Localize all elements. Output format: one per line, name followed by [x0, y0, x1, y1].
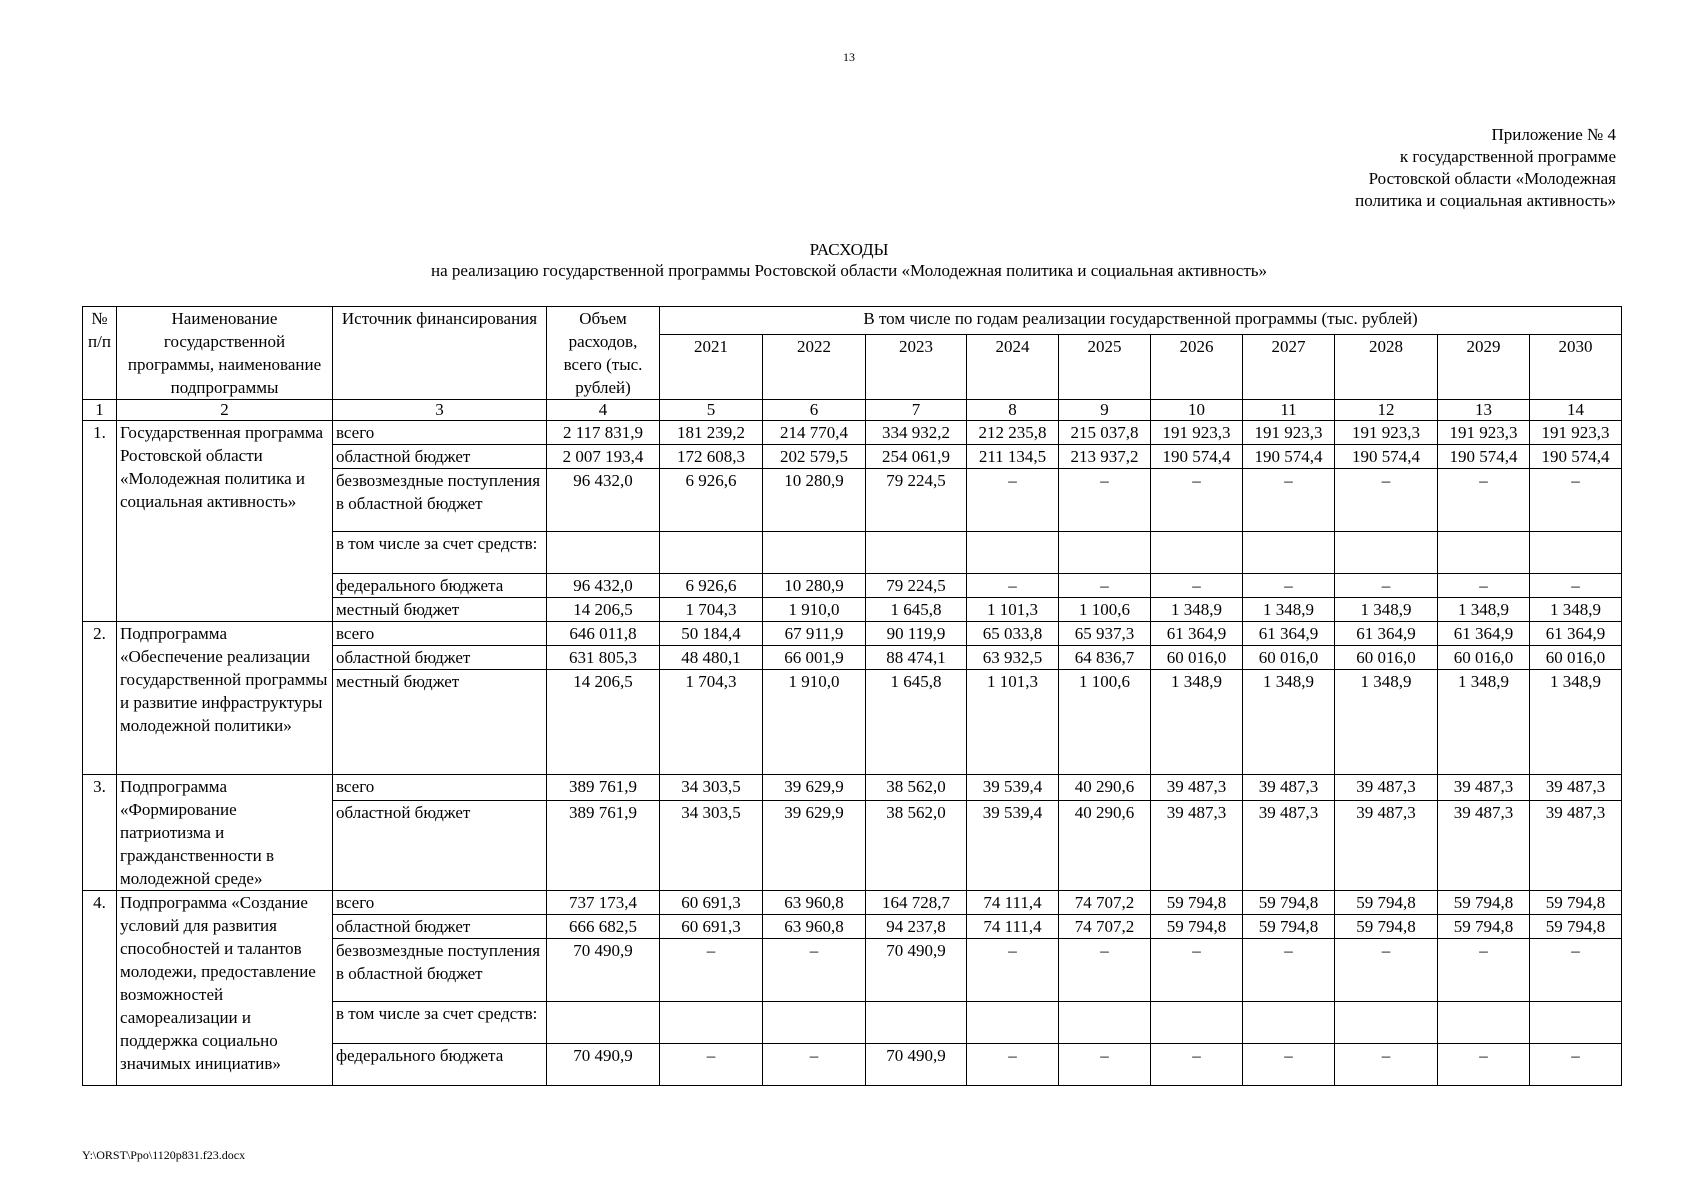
year-value: – [1335, 574, 1438, 598]
year-value: 40 290,6 [1059, 800, 1151, 890]
year-value: 191 923,3 [1530, 421, 1622, 445]
year-value: 60 691,3 [660, 891, 763, 915]
funding-source: федерального бюджета [333, 1044, 547, 1086]
header-year: 2021 [660, 335, 763, 400]
year-value: 39 487,3 [1530, 775, 1622, 801]
year-value: 1 101,3 [967, 598, 1059, 622]
year-value: – [763, 939, 866, 1002]
year-value: 59 794,8 [1530, 915, 1622, 939]
year-value: 70 490,9 [866, 1044, 967, 1086]
header-year: 2022 [763, 335, 866, 400]
row-number: 2. [83, 622, 117, 775]
total-value: 70 490,9 [547, 1044, 660, 1086]
table-row [83, 891, 1622, 915]
column-number: 9 [1059, 400, 1151, 421]
header-source: Источник финансирования [333, 307, 547, 400]
funding-source: безвозмездные поступления в областной бюджет [333, 469, 547, 532]
year-value: – [967, 469, 1059, 532]
year-value: 1 348,9 [1438, 598, 1530, 622]
column-number: 3 [333, 400, 547, 421]
year-value [1438, 532, 1530, 574]
year-value [763, 1002, 866, 1044]
year-value: 60 016,0 [1438, 646, 1530, 670]
header-year: 2025 [1059, 335, 1151, 400]
funding-source: федерального бюджета [333, 574, 547, 598]
year-value: 59 794,8 [1151, 915, 1243, 939]
year-value: – [1530, 939, 1622, 1002]
table-row [83, 622, 1622, 646]
year-value: – [660, 939, 763, 1002]
year-value: – [1059, 469, 1151, 532]
year-value: 79 224,5 [866, 469, 967, 532]
year-value: 38 562,0 [866, 775, 967, 801]
year-value: 59 794,8 [1335, 891, 1438, 915]
year-value: 213 937,2 [1059, 445, 1151, 469]
year-value: 212 235,8 [967, 421, 1059, 445]
year-value: 94 237,8 [866, 915, 967, 939]
total-value: 2 007 193,4 [547, 445, 660, 469]
year-value: – [1151, 939, 1243, 1002]
total-value [547, 532, 660, 574]
year-value: 191 923,3 [1151, 421, 1243, 445]
year-value: 39 539,4 [967, 775, 1059, 801]
column-number: 12 [1335, 400, 1438, 421]
year-value: 172 608,3 [660, 445, 763, 469]
total-value: 14 206,5 [547, 670, 660, 775]
year-value: 1 704,3 [660, 598, 763, 622]
year-value [967, 1002, 1059, 1044]
year-value: 39 487,3 [1438, 800, 1530, 890]
year-value: – [1151, 1044, 1243, 1086]
year-value: 39 487,3 [1335, 775, 1438, 801]
year-value [1243, 532, 1335, 574]
year-value: 61 364,9 [1530, 622, 1622, 646]
year-value: – [1243, 574, 1335, 598]
total-value: 2 117 831,9 [547, 421, 660, 445]
document-subtitle: на реализацию государственной программы Ростовской области «Молодежная политика и социальная активность» [430, 261, 1268, 280]
year-value: 39 629,9 [763, 775, 866, 801]
year-value [660, 532, 763, 574]
year-value: 66 001,9 [763, 646, 866, 670]
year-value: 39 629,9 [763, 800, 866, 890]
column-number: 6 [763, 400, 866, 421]
year-value: 60 016,0 [1530, 646, 1622, 670]
year-value: 39 487,3 [1530, 800, 1622, 890]
year-value: – [660, 1044, 763, 1086]
expenses-table [82, 306, 1622, 1086]
annex-line: политика и социальная активность» [1355, 191, 1616, 210]
year-value: 1 348,9 [1151, 670, 1243, 775]
total-value: 389 761,9 [547, 775, 660, 801]
year-value: 65 937,3 [1059, 622, 1151, 646]
year-value [866, 1002, 967, 1044]
year-value: 59 794,8 [1438, 891, 1530, 915]
year-value: – [1151, 469, 1243, 532]
year-value: 63 960,8 [763, 915, 866, 939]
year-value: 39 487,3 [1243, 800, 1335, 890]
funding-source: областной бюджет [333, 800, 547, 890]
header-year: 2029 [1438, 335, 1530, 400]
header-year: 2023 [866, 335, 967, 400]
year-value: 34 303,5 [660, 775, 763, 801]
year-value: 1 100,6 [1059, 598, 1151, 622]
year-value: 60 691,3 [660, 915, 763, 939]
year-value: 60 016,0 [1243, 646, 1335, 670]
year-value: 59 794,8 [1151, 891, 1243, 915]
document-title: РАСХОДЫ [809, 240, 889, 259]
total-value: 96 432,0 [547, 469, 660, 532]
page-number: 13 [843, 50, 855, 64]
year-value: 190 574,4 [1530, 445, 1622, 469]
year-value: 1 645,8 [866, 598, 967, 622]
row-number: 4. [83, 891, 117, 1086]
funding-source: областной бюджет [333, 445, 547, 469]
year-value: – [1243, 939, 1335, 1002]
year-value: 1 348,9 [1335, 670, 1438, 775]
year-value: 39 487,3 [1438, 775, 1530, 801]
year-value: 48 480,1 [660, 646, 763, 670]
year-value: 74 707,2 [1059, 891, 1151, 915]
year-value: – [1335, 1044, 1438, 1086]
year-value: – [1438, 469, 1530, 532]
year-value: 334 932,2 [866, 421, 967, 445]
year-value [1151, 532, 1243, 574]
total-value: 96 432,0 [547, 574, 660, 598]
funding-source: в том числе за счет средств: [333, 1002, 547, 1044]
year-value: 88 474,1 [866, 646, 967, 670]
table-row [83, 775, 1622, 801]
year-value: 39 487,3 [1243, 775, 1335, 801]
year-value: 61 364,9 [1438, 622, 1530, 646]
annex-line: Приложение № 4 [1491, 125, 1616, 144]
document-title-block [0, 239, 1698, 281]
year-value: 59 794,8 [1335, 915, 1438, 939]
header-year: 2026 [1151, 335, 1243, 400]
total-value: 389 761,9 [547, 800, 660, 890]
year-value: – [1243, 1044, 1335, 1086]
year-value: – [1243, 469, 1335, 532]
year-value: – [967, 574, 1059, 598]
year-value: 164 728,7 [866, 891, 967, 915]
funding-source: всего [333, 891, 547, 915]
year-value: 1 348,9 [1335, 598, 1438, 622]
year-value [1530, 532, 1622, 574]
year-value: 190 574,4 [1151, 445, 1243, 469]
year-value: 191 923,3 [1335, 421, 1438, 445]
year-value: – [1059, 939, 1151, 1002]
year-value: 59 794,8 [1438, 915, 1530, 939]
year-value: 6 926,6 [660, 574, 763, 598]
year-value: 6 926,6 [660, 469, 763, 532]
funding-source: областной бюджет [333, 915, 547, 939]
year-value: 211 134,5 [967, 445, 1059, 469]
year-value: – [763, 1044, 866, 1086]
year-value: 34 303,5 [660, 800, 763, 890]
row-number: 1. [83, 421, 117, 622]
year-value: 61 364,9 [1335, 622, 1438, 646]
header-total: Объем расходов, всего (тыс. рублей) [547, 307, 660, 400]
year-value: – [1530, 574, 1622, 598]
year-value: 254 061,9 [866, 445, 967, 469]
year-value [1059, 532, 1151, 574]
year-value [866, 532, 967, 574]
year-value: 1 348,9 [1438, 670, 1530, 775]
column-number: 8 [967, 400, 1059, 421]
total-value: 631 805,3 [547, 646, 660, 670]
funding-source: всего [333, 421, 547, 445]
year-value: – [1335, 469, 1438, 532]
header-num: № п/п [83, 307, 117, 400]
year-value: 67 911,9 [763, 622, 866, 646]
column-number: 11 [1243, 400, 1335, 421]
year-value: – [1438, 939, 1530, 1002]
year-value: 74 707,2 [1059, 915, 1151, 939]
header-row [83, 307, 1622, 335]
column-number: 4 [547, 400, 660, 421]
year-value: 10 280,9 [763, 574, 866, 598]
year-value: 214 770,4 [763, 421, 866, 445]
year-value: 1 645,8 [866, 670, 967, 775]
header-years-group: В том числе по годам реализации государственной программы (тыс. рублей) [660, 307, 1622, 335]
funding-source: местный бюджет [333, 670, 547, 775]
year-value: 61 364,9 [1243, 622, 1335, 646]
year-value: 60 016,0 [1335, 646, 1438, 670]
year-value: 1 100,6 [1059, 670, 1151, 775]
table-body [83, 307, 1622, 1086]
year-value: – [1530, 1044, 1622, 1086]
year-value: 191 923,3 [1438, 421, 1530, 445]
year-value: 39 487,3 [1151, 800, 1243, 890]
year-value: 40 290,6 [1059, 775, 1151, 801]
header-year: 2024 [967, 335, 1059, 400]
year-value: 1 704,3 [660, 670, 763, 775]
year-value [1243, 1002, 1335, 1044]
year-value: 202 579,5 [763, 445, 866, 469]
year-value [1151, 1002, 1243, 1044]
year-value: 50 184,4 [660, 622, 763, 646]
year-value: 79 224,5 [866, 574, 967, 598]
column-number-row [83, 400, 1622, 421]
total-value: 646 011,8 [547, 622, 660, 646]
header-year: 2030 [1530, 335, 1622, 400]
year-value: 1 910,0 [763, 670, 866, 775]
annex-line: Ростовской области «Молодежная [1368, 169, 1616, 188]
annex-block [1196, 124, 1616, 212]
year-value: – [967, 1044, 1059, 1086]
funding-source: местный бюджет [333, 598, 547, 622]
year-value: 63 960,8 [763, 891, 866, 915]
column-number: 14 [1530, 400, 1622, 421]
year-value: – [1438, 574, 1530, 598]
funding-source: всего [333, 622, 547, 646]
header-name: Наименование государственной программы, наименование подпрограммы [117, 307, 333, 400]
total-value: 737 173,4 [547, 891, 660, 915]
year-value: 1 348,9 [1243, 670, 1335, 775]
year-value: 1 910,0 [763, 598, 866, 622]
year-value [1335, 532, 1438, 574]
funding-source: безвозмездные поступления в областной бюджет [333, 939, 547, 1002]
year-value: 39 487,3 [1151, 775, 1243, 801]
year-value: – [1530, 469, 1622, 532]
year-value: – [1438, 1044, 1530, 1086]
year-value [967, 532, 1059, 574]
table-row [83, 421, 1622, 445]
year-value: 10 280,9 [763, 469, 866, 532]
total-value: 14 206,5 [547, 598, 660, 622]
funding-source: областной бюджет [333, 646, 547, 670]
year-value: 60 016,0 [1151, 646, 1243, 670]
year-value: 215 037,8 [1059, 421, 1151, 445]
row-number: 3. [83, 775, 117, 891]
year-value: 190 574,4 [1438, 445, 1530, 469]
program-name: Государственная программа Ростовской области «Молодежная политика и социальная активность» [117, 421, 333, 622]
column-number: 2 [117, 400, 333, 421]
year-value: 181 239,2 [660, 421, 763, 445]
annex-line: к государственной программе [1399, 147, 1616, 166]
year-value: – [967, 939, 1059, 1002]
total-value [547, 1002, 660, 1044]
program-name: Подпрограмма «Формирование патриотизма и гражданственности в молодежной среде» [117, 775, 333, 891]
year-value: 90 119,9 [866, 622, 967, 646]
year-value: 70 490,9 [866, 939, 967, 1002]
year-value: 1 348,9 [1530, 670, 1622, 775]
year-value: 1 348,9 [1243, 598, 1335, 622]
year-value [1059, 1002, 1151, 1044]
year-value: 59 794,8 [1530, 891, 1622, 915]
program-name: Подпрограмма «Создание условий для развития способностей и талантов молодежи, предоставление возможностей самореализации и поддержка социально значимых инициатив» [117, 891, 333, 1086]
year-value [1335, 1002, 1438, 1044]
year-value: 191 923,3 [1243, 421, 1335, 445]
year-value [660, 1002, 763, 1044]
year-value: 38 562,0 [866, 800, 967, 890]
column-number: 10 [1151, 400, 1243, 421]
year-value: 64 836,7 [1059, 646, 1151, 670]
year-value: 63 932,5 [967, 646, 1059, 670]
year-value: 59 794,8 [1243, 891, 1335, 915]
year-value [763, 532, 866, 574]
total-value: 70 490,9 [547, 939, 660, 1002]
year-value: 74 111,4 [967, 915, 1059, 939]
year-value: 1 348,9 [1151, 598, 1243, 622]
year-value: 190 574,4 [1243, 445, 1335, 469]
funding-source: всего [333, 775, 547, 801]
column-number: 1 [83, 400, 117, 421]
column-number: 13 [1438, 400, 1530, 421]
year-value: 61 364,9 [1151, 622, 1243, 646]
year-value: – [1151, 574, 1243, 598]
year-value: 59 794,8 [1243, 915, 1335, 939]
column-number: 5 [660, 400, 763, 421]
program-name: Подпрограмма «Обеспечение реализации государственной программы и развитие инфраструктуры молодежной политики» [117, 622, 333, 775]
year-value [1438, 1002, 1530, 1044]
year-value [1530, 1002, 1622, 1044]
file-path-footer: Y:\ORST\Ppo\1120p831.f23.docx [82, 1148, 246, 1162]
year-value: 1 101,3 [967, 670, 1059, 775]
year-value: 39 487,3 [1335, 800, 1438, 890]
year-value: – [1059, 1044, 1151, 1086]
funding-source: в том числе за счет средств: [333, 532, 547, 574]
year-value: – [1335, 939, 1438, 1002]
year-value: 190 574,4 [1335, 445, 1438, 469]
year-value: 1 348,9 [1530, 598, 1622, 622]
header-year: 2027 [1243, 335, 1335, 400]
column-number: 7 [866, 400, 967, 421]
header-year: 2028 [1335, 335, 1438, 400]
year-value: 65 033,8 [967, 622, 1059, 646]
total-value: 666 682,5 [547, 915, 660, 939]
year-value: 74 111,4 [967, 891, 1059, 915]
year-value: – [1059, 574, 1151, 598]
year-value: 39 539,4 [967, 800, 1059, 890]
